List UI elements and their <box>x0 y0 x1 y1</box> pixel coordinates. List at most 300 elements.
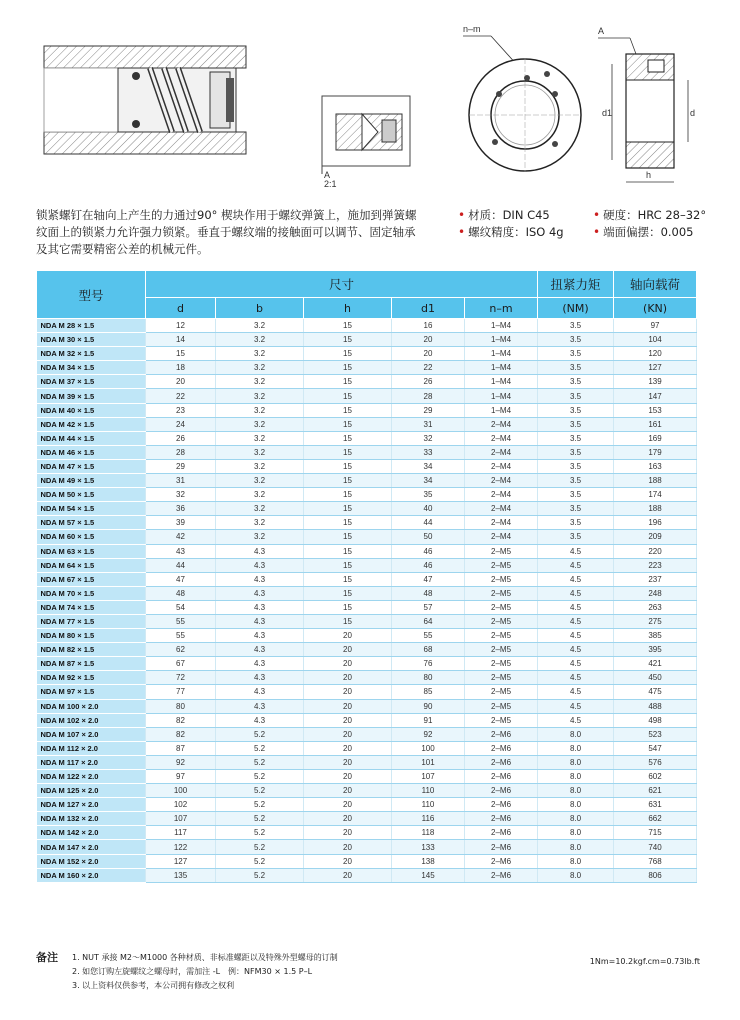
value-cell: 15 <box>304 600 392 614</box>
svg-text:A: A <box>598 26 605 36</box>
value-cell: 91 <box>392 713 465 727</box>
table-row <box>37 389 697 403</box>
svg-text:d: d <box>690 108 696 118</box>
table-row <box>37 474 697 488</box>
value-cell: 15 <box>304 431 392 445</box>
table-row <box>37 798 697 812</box>
value-cell: 4.3 <box>216 600 304 614</box>
notes-title: 备注 <box>36 951 58 964</box>
value-cell: 3.5 <box>538 488 614 502</box>
model-cell: NDA M 152 × 2.0 <box>37 854 146 868</box>
value-cell: 3.5 <box>538 445 614 459</box>
value-cell: 3.2 <box>216 530 304 544</box>
value-cell: 32 <box>392 431 465 445</box>
value-cell: 523 <box>614 727 697 741</box>
technical-drawings <box>0 0 740 200</box>
value-cell: 40 <box>392 502 465 516</box>
table-row <box>37 699 697 713</box>
value-cell: 8.0 <box>538 798 614 812</box>
model-cell: NDA M 92 × 1.5 <box>37 671 146 685</box>
value-cell: 104 <box>614 333 697 347</box>
value-cell: 8.0 <box>538 868 614 882</box>
value-cell: 248 <box>614 586 697 600</box>
table-row <box>37 840 697 854</box>
value-cell: 92 <box>392 727 465 741</box>
value-cell: 3.5 <box>538 389 614 403</box>
value-cell: 62 <box>146 643 216 657</box>
spec-row <box>458 207 728 224</box>
model-cell: NDA M 142 × 2.0 <box>37 826 146 840</box>
model-cell: NDA M 32 × 1.5 <box>37 347 146 361</box>
table-row <box>37 586 697 600</box>
value-cell: 4.5 <box>538 671 614 685</box>
value-cell: 2–M4 <box>465 431 538 445</box>
value-cell: 15 <box>304 516 392 530</box>
value-cell: 107 <box>146 812 216 826</box>
header-dimensions: 尺寸 <box>146 271 538 298</box>
value-cell: 15 <box>304 558 392 572</box>
value-cell: 68 <box>392 643 465 657</box>
value-cell: 43 <box>146 544 216 558</box>
model-cell: NDA M 70 × 1.5 <box>37 586 146 600</box>
model-cell: NDA M 127 × 2.0 <box>37 798 146 812</box>
value-cell: 421 <box>614 657 697 671</box>
value-cell: 3.5 <box>538 502 614 516</box>
value-cell: 163 <box>614 459 697 473</box>
value-cell: 139 <box>614 375 697 389</box>
value-cell: 209 <box>614 530 697 544</box>
value-cell: 3.2 <box>216 459 304 473</box>
value-cell: 20 <box>392 347 465 361</box>
model-cell: NDA M 117 × 2.0 <box>37 755 146 769</box>
table-row <box>37 361 697 375</box>
spec-list <box>458 207 728 241</box>
value-cell: 76 <box>392 657 465 671</box>
value-cell: 4.3 <box>216 657 304 671</box>
table-row <box>37 417 697 431</box>
value-cell: 97 <box>614 319 697 333</box>
value-cell: 145 <box>392 868 465 882</box>
value-cell: 2–M6 <box>465 826 538 840</box>
value-cell: 110 <box>392 784 465 798</box>
value-cell: 8.0 <box>538 770 614 784</box>
value-cell: 90 <box>392 699 465 713</box>
value-cell: 16 <box>392 319 465 333</box>
value-cell: 1–M4 <box>465 375 538 389</box>
value-cell: 5.2 <box>216 854 304 868</box>
value-cell: 133 <box>392 840 465 854</box>
value-cell: 80 <box>146 699 216 713</box>
value-cell: 55 <box>146 614 216 628</box>
value-cell: 29 <box>146 459 216 473</box>
table-row <box>37 600 697 614</box>
value-cell: 3.5 <box>538 516 614 530</box>
value-cell: 15 <box>304 347 392 361</box>
model-cell: NDA M 122 × 2.0 <box>37 770 146 784</box>
value-cell: 2–M5 <box>465 544 538 558</box>
value-cell: 20 <box>304 685 392 699</box>
value-cell: 34 <box>392 474 465 488</box>
value-cell: 631 <box>614 798 697 812</box>
model-cell: NDA M 125 × 2.0 <box>37 784 146 798</box>
value-cell: 20 <box>304 784 392 798</box>
value-cell: 174 <box>614 488 697 502</box>
value-cell: 3.5 <box>538 417 614 431</box>
value-cell: 576 <box>614 755 697 769</box>
value-cell: 15 <box>304 361 392 375</box>
front-view-drawing <box>455 20 585 190</box>
value-cell: 3.2 <box>216 389 304 403</box>
value-cell: 5.2 <box>216 798 304 812</box>
model-cell: NDA M 42 × 1.5 <box>37 417 146 431</box>
value-cell: 31 <box>392 417 465 431</box>
table-row <box>37 558 697 572</box>
value-cell: 2–M5 <box>465 657 538 671</box>
value-cell: 29 <box>392 403 465 417</box>
value-cell: 4.3 <box>216 685 304 699</box>
value-cell: 4.5 <box>538 614 614 628</box>
value-cell: 47 <box>146 572 216 586</box>
value-cell: 120 <box>614 347 697 361</box>
value-cell: 57 <box>392 600 465 614</box>
value-cell: 3.5 <box>538 474 614 488</box>
unit-conversion: 1Nm=10.2kgf.cm=0.73lb.ft <box>589 957 700 966</box>
table-row <box>37 403 697 417</box>
header-h: h <box>304 298 392 319</box>
value-cell: 547 <box>614 741 697 755</box>
value-cell: 161 <box>614 417 697 431</box>
value-cell: 5.2 <box>216 868 304 882</box>
note-item: 1. NUT 承接 M2～M1000 各种材质、非标准螺距以及特殊外型螺母的订制 <box>72 953 338 962</box>
value-cell: 15 <box>146 347 216 361</box>
value-cell: 2–M6 <box>465 798 538 812</box>
model-cell: NDA M 46 × 1.5 <box>37 445 146 459</box>
header-model: 型号 <box>37 271 146 319</box>
value-cell: 20 <box>304 812 392 826</box>
value-cell: 22 <box>146 389 216 403</box>
table-row <box>37 671 697 685</box>
table-row <box>37 502 697 516</box>
side-view-drawing <box>596 24 706 194</box>
model-cell: NDA M 64 × 1.5 <box>37 558 146 572</box>
value-cell: 20 <box>392 333 465 347</box>
value-cell: 46 <box>392 544 465 558</box>
value-cell: 2–M6 <box>465 741 538 755</box>
table-row <box>37 614 697 628</box>
value-cell: 2–M4 <box>465 474 538 488</box>
value-cell: 92 <box>146 755 216 769</box>
table-row <box>37 629 697 643</box>
table-row <box>37 826 697 840</box>
table-row <box>37 445 697 459</box>
value-cell: 32 <box>146 488 216 502</box>
value-cell: 2–M4 <box>465 530 538 544</box>
value-cell: 31 <box>146 474 216 488</box>
value-cell: 4.5 <box>538 643 614 657</box>
model-cell: NDA M 47 × 1.5 <box>37 459 146 473</box>
model-cell: NDA M 39 × 1.5 <box>37 389 146 403</box>
table-row <box>37 516 697 530</box>
value-cell: 3.2 <box>216 333 304 347</box>
value-cell: 220 <box>614 544 697 558</box>
value-cell: 20 <box>304 699 392 713</box>
value-cell: 2–M4 <box>465 445 538 459</box>
product-description: 锁紧螺钉在轴向上产生的力通过90° 楔块作用于螺纹弹簧上，施加到弹簧螺纹面上的锁紧力允许强力锁紧。垂直于螺纹端的接触面可以调节、固定轴承及其它需要精密公差的机械元件。 <box>36 208 417 256</box>
table-row <box>37 741 697 755</box>
value-cell: 33 <box>392 445 465 459</box>
value-cell: 15 <box>304 333 392 347</box>
model-cell: NDA M 63 × 1.5 <box>37 544 146 558</box>
value-cell: 82 <box>146 727 216 741</box>
value-cell: 39 <box>146 516 216 530</box>
table-row <box>37 488 697 502</box>
value-cell: 488 <box>614 699 697 713</box>
model-cell: NDA M 28 × 1.5 <box>37 319 146 333</box>
model-cell: NDA M 67 × 1.5 <box>37 572 146 586</box>
model-cell: NDA M 40 × 1.5 <box>37 403 146 417</box>
value-cell: 15 <box>304 614 392 628</box>
table-row <box>37 868 697 882</box>
value-cell: 188 <box>614 502 697 516</box>
model-cell: NDA M 50 × 1.5 <box>37 488 146 502</box>
table-row <box>37 685 697 699</box>
value-cell: 5.2 <box>216 826 304 840</box>
value-cell: 100 <box>146 784 216 798</box>
value-cell: 135 <box>146 868 216 882</box>
value-cell: 87 <box>146 741 216 755</box>
table-row <box>37 347 697 361</box>
value-cell: 47 <box>392 572 465 586</box>
table-row <box>37 643 697 657</box>
value-cell: 621 <box>614 784 697 798</box>
value-cell: 4.5 <box>538 657 614 671</box>
assembly-section-drawing <box>40 40 250 160</box>
value-cell: 20 <box>304 755 392 769</box>
value-cell: 46 <box>392 558 465 572</box>
value-cell: 110 <box>392 798 465 812</box>
header-load-unit: (KN) <box>614 298 697 319</box>
value-cell: 3.2 <box>216 403 304 417</box>
value-cell: 4.5 <box>538 544 614 558</box>
spec-face-runout: • 端面偏摆：0.005 <box>593 224 728 241</box>
value-cell: 20 <box>304 657 392 671</box>
value-cell: 97 <box>146 770 216 784</box>
header-d1: d1 <box>392 298 465 319</box>
value-cell: 44 <box>146 558 216 572</box>
value-cell: 2–M6 <box>465 840 538 854</box>
value-cell: 15 <box>304 474 392 488</box>
value-cell: 26 <box>146 431 216 445</box>
value-cell: 28 <box>146 445 216 459</box>
model-cell: NDA M 54 × 1.5 <box>37 502 146 516</box>
value-cell: 768 <box>614 854 697 868</box>
value-cell: 4.3 <box>216 643 304 657</box>
model-cell: NDA M 147 × 2.0 <box>37 840 146 854</box>
svg-text:n–m: n–m <box>463 24 481 34</box>
model-cell: NDA M 102 × 2.0 <box>37 713 146 727</box>
value-cell: 715 <box>614 826 697 840</box>
value-cell: 48 <box>392 586 465 600</box>
value-cell: 15 <box>304 459 392 473</box>
spec-thread-accuracy: • 螺纹精度：ISO 4g <box>458 224 593 241</box>
value-cell: 3.2 <box>216 347 304 361</box>
value-cell: 5.2 <box>216 727 304 741</box>
svg-text:h: h <box>646 170 652 180</box>
value-cell: 2–M4 <box>465 516 538 530</box>
value-cell: 5.2 <box>216 784 304 798</box>
value-cell: 2–M5 <box>465 685 538 699</box>
value-cell: 15 <box>304 445 392 459</box>
value-cell: 122 <box>146 840 216 854</box>
value-cell: 15 <box>304 319 392 333</box>
value-cell: 4.5 <box>538 713 614 727</box>
value-cell: 3.2 <box>216 417 304 431</box>
value-cell: 2–M5 <box>465 629 538 643</box>
detail-a-drawing <box>318 92 414 188</box>
value-cell: 44 <box>392 516 465 530</box>
value-cell: 107 <box>392 770 465 784</box>
value-cell: 3.2 <box>216 361 304 375</box>
value-cell: 3.2 <box>216 319 304 333</box>
value-cell: 188 <box>614 474 697 488</box>
value-cell: 4.5 <box>538 629 614 643</box>
svg-text:d1: d1 <box>602 108 613 118</box>
value-cell: 2–M5 <box>465 699 538 713</box>
value-cell: 4.3 <box>216 629 304 643</box>
value-cell: 20 <box>304 629 392 643</box>
value-cell: 1–M4 <box>465 361 538 375</box>
value-cell: 2–M5 <box>465 586 538 600</box>
value-cell: 1–M4 <box>465 333 538 347</box>
value-cell: 2–M4 <box>465 488 538 502</box>
value-cell: 3.5 <box>538 361 614 375</box>
model-cell: NDA M 112 × 2.0 <box>37 741 146 755</box>
table-row <box>37 333 697 347</box>
value-cell: 2–M5 <box>465 643 538 657</box>
value-cell: 2–M6 <box>465 770 538 784</box>
value-cell: 4.5 <box>538 685 614 699</box>
value-cell: 42 <box>146 530 216 544</box>
value-cell: 15 <box>304 502 392 516</box>
table-body <box>37 319 697 883</box>
value-cell: 20 <box>304 770 392 784</box>
value-cell: 4.3 <box>216 671 304 685</box>
value-cell: 4.3 <box>216 713 304 727</box>
table-row <box>37 544 697 558</box>
value-cell: 102 <box>146 798 216 812</box>
value-cell: 3.2 <box>216 375 304 389</box>
value-cell: 237 <box>614 572 697 586</box>
value-cell: 22 <box>392 361 465 375</box>
value-cell: 395 <box>614 643 697 657</box>
value-cell: 602 <box>614 770 697 784</box>
table-row <box>37 431 697 445</box>
value-cell: 2–M5 <box>465 558 538 572</box>
note-item: 3. 以上资料仅供参考，本公司拥有修改之权利 <box>72 981 235 990</box>
model-cell: NDA M 100 × 2.0 <box>37 699 146 713</box>
value-cell: 72 <box>146 671 216 685</box>
value-cell: 3.2 <box>216 516 304 530</box>
value-cell: 50 <box>392 530 465 544</box>
value-cell: 3.5 <box>538 530 614 544</box>
value-cell: 20 <box>146 375 216 389</box>
value-cell: 179 <box>614 445 697 459</box>
value-cell: 15 <box>304 389 392 403</box>
value-cell: 18 <box>146 361 216 375</box>
value-cell: 8.0 <box>538 727 614 741</box>
value-cell: 20 <box>304 840 392 854</box>
value-cell: 15 <box>304 403 392 417</box>
value-cell: 275 <box>614 614 697 628</box>
value-cell: 740 <box>614 840 697 854</box>
value-cell: 8.0 <box>538 741 614 755</box>
model-cell: NDA M 87 × 1.5 <box>37 657 146 671</box>
table-row <box>37 812 697 826</box>
value-cell: 4.5 <box>538 586 614 600</box>
value-cell: 1–M4 <box>465 319 538 333</box>
value-cell: 14 <box>146 333 216 347</box>
value-cell: 3.5 <box>538 403 614 417</box>
specification-table <box>36 270 697 883</box>
table-row <box>37 657 697 671</box>
value-cell: 28 <box>392 389 465 403</box>
value-cell: 12 <box>146 319 216 333</box>
table-row <box>37 459 697 473</box>
value-cell: 3.5 <box>538 431 614 445</box>
value-cell: 2–M6 <box>465 727 538 741</box>
value-cell: 2–M4 <box>465 459 538 473</box>
value-cell: 5.2 <box>216 812 304 826</box>
value-cell: 2–M6 <box>465 812 538 826</box>
value-cell: 2–M6 <box>465 784 538 798</box>
header-nm: n–m <box>465 298 538 319</box>
value-cell: 20 <box>304 854 392 868</box>
value-cell: 4.3 <box>216 614 304 628</box>
value-cell: 67 <box>146 657 216 671</box>
model-cell: NDA M 82 × 1.5 <box>37 643 146 657</box>
value-cell: 26 <box>392 375 465 389</box>
value-cell: 34 <box>392 459 465 473</box>
value-cell: 54 <box>146 600 216 614</box>
value-cell: 5.2 <box>216 840 304 854</box>
value-cell: 15 <box>304 544 392 558</box>
header-b: b <box>216 298 304 319</box>
value-cell: 3.2 <box>216 431 304 445</box>
header-torque-unit: (NM) <box>538 298 614 319</box>
table-row <box>37 530 697 544</box>
value-cell: 2–M4 <box>465 502 538 516</box>
value-cell: 15 <box>304 417 392 431</box>
value-cell: 3.5 <box>538 319 614 333</box>
value-cell: 4.3 <box>216 586 304 600</box>
value-cell: 4.5 <box>538 558 614 572</box>
value-cell: 80 <box>392 671 465 685</box>
value-cell: 77 <box>146 685 216 699</box>
spec-hardness: • 硬度：HRC 28–32° <box>593 207 728 224</box>
value-cell: 15 <box>304 572 392 586</box>
value-cell: 4.3 <box>216 572 304 586</box>
value-cell: 475 <box>614 685 697 699</box>
value-cell: 3.2 <box>216 502 304 516</box>
model-cell: NDA M 97 × 1.5 <box>37 685 146 699</box>
value-cell: 2–M5 <box>465 713 538 727</box>
value-cell: 169 <box>614 431 697 445</box>
table-row <box>37 319 697 333</box>
value-cell: 117 <box>146 826 216 840</box>
value-cell: 4.5 <box>538 699 614 713</box>
value-cell: 2–M5 <box>465 671 538 685</box>
value-cell: 101 <box>392 755 465 769</box>
